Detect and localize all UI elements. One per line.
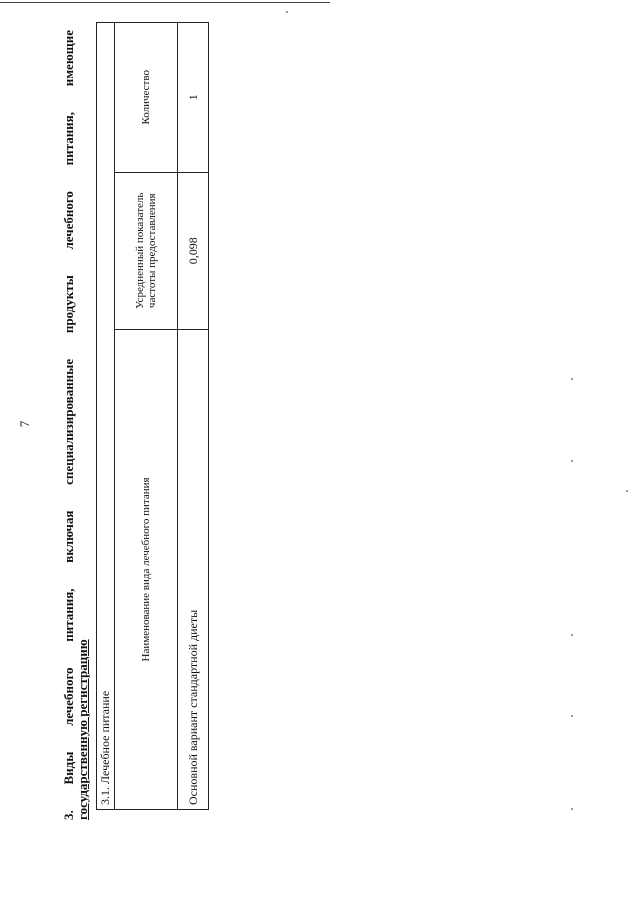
scan-speck	[571, 715, 573, 717]
heading-line-1	[62, 30, 76, 820]
scan-speck	[571, 808, 573, 810]
cell-diet-name: Основной вариант стандартной диеты	[178, 329, 209, 809]
rotated-document	[17, 30, 242, 820]
cell-quantity: 1	[178, 23, 209, 173]
scan-speck	[286, 11, 288, 13]
column-header-frequency: Усредненный показатель частоты предоставления	[115, 172, 178, 329]
heading-word: питания,	[61, 588, 76, 642]
scan-speck	[571, 460, 573, 462]
scan-speck	[571, 378, 573, 380]
heading-word: 3.	[61, 810, 76, 820]
page-number: 7	[17, 420, 32, 428]
heading-line-2: государственную регистрацию	[75, 639, 90, 820]
heading-word: лечебного	[61, 667, 76, 726]
heading-word: питания,	[61, 112, 76, 166]
scan-artifact-line	[0, 2, 330, 3]
heading-word: специализированные	[61, 358, 76, 485]
column-header-name: Наименование вида лечебного питания	[115, 329, 178, 809]
cell-frequency: 0,098	[178, 172, 209, 329]
scan-speck	[626, 490, 628, 492]
heading-word: продукты	[61, 275, 76, 334]
section-title: 3.1. Лечебное питание	[97, 23, 115, 810]
scan-speck	[571, 634, 573, 636]
section-heading	[62, 30, 90, 820]
table-header-row	[115, 23, 178, 810]
column-header-quantity: Количество	[115, 23, 178, 173]
table-row	[178, 23, 209, 810]
heading-word: имеющие	[61, 30, 76, 87]
heading-word: лечебного	[61, 191, 76, 250]
therapeutic-nutrition-table	[96, 22, 209, 810]
table-section-row	[97, 23, 115, 810]
heading-word: включая	[61, 510, 76, 563]
heading-word: Виды	[61, 751, 76, 785]
